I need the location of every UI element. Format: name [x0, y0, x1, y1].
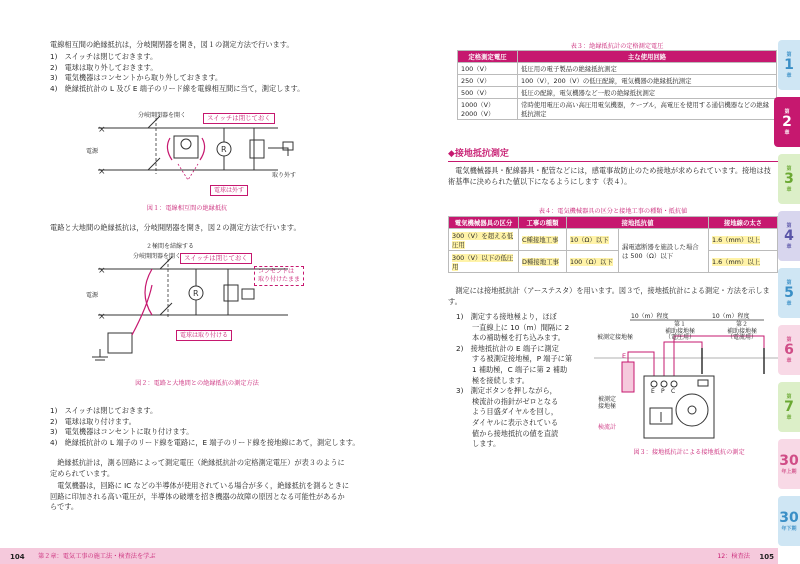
test-electrode-icon [622, 362, 634, 392]
step-item: 1 補助極，C 端子に第 2 補助 [472, 364, 568, 374]
table-3 [457, 50, 777, 120]
table-cell-text: 100（Ω）以下 [570, 258, 613, 266]
step-item: よう目盛ダイヤルを回し， [472, 407, 559, 417]
fig3-label-galvanometer: 検流計 [598, 424, 617, 431]
chapter-tab-suffix: 章 [786, 301, 792, 307]
switch-mark: × [98, 312, 106, 322]
left-paragraph-1: 絶縁抵抗計は，測る回路によって測定電圧（絶縁抵抗計の定格測定電圧）が表３のように定められています。 [50, 458, 345, 478]
fig3-label-test: 被測定接地極 [597, 334, 634, 341]
bind-wire [145, 269, 152, 315]
chapter-tab-suffix: 年上期 [781, 468, 797, 475]
chapter-tab-prefix: 第 [786, 166, 792, 172]
chapter-tab-number: 2 [782, 114, 792, 130]
table-header-row [449, 217, 778, 229]
step-item: 3) 電気機器はコンセントから取り外しておきます。 [50, 73, 223, 83]
bulb-r-glyph: R [221, 145, 227, 154]
step-item: します。 [472, 439, 501, 449]
steps-list-2 [50, 406, 360, 448]
fig2-label-outlet-line: コンセントは [258, 268, 295, 275]
left-intro-2: 電路と大地間の絶縁抵抗は，分岐開閉器を開き，図２の測定方法で行います。 [50, 223, 301, 232]
table-row [458, 75, 777, 87]
chapter-tab-number: 4 [784, 228, 794, 244]
button-icon [698, 380, 708, 386]
table-cell: 低圧の配線，電気機器など一般の絶縁抵抗測定 [518, 87, 777, 99]
chapter-tab-number: 30 [779, 452, 799, 469]
chapter-tab[interactable] [778, 439, 800, 489]
breaker-blade [148, 158, 160, 170]
table-4-caption: 表４：電気機械器具の区分と接地工事の種類・抵抗値 [538, 208, 688, 215]
bulb-r-glyph: R [193, 289, 199, 298]
step-item: 本の補助極を打ち込みます。 [472, 333, 565, 343]
fig3-dim-1: 10（m）程度 [631, 313, 669, 320]
step-text: 接地抵抗計の E 端子に測定 [470, 343, 559, 353]
step-item: 極を接続します。 [472, 375, 529, 385]
megger-icon [108, 333, 132, 353]
chapter-tab-number: 5 [784, 285, 794, 301]
left-intro: 電線相互間の絶縁抵抗は，分岐開閉器を開き，図１の測定方法で行います。 [50, 40, 294, 49]
table-cell [709, 251, 778, 273]
step-item: 2) 電球は取り付けます。 [50, 416, 136, 426]
table-header-cell: 接地抵抗値 [567, 217, 709, 229]
table-cell: 常時使用電圧の高い高圧用電気機器，ケーブル，高電圧を使用する通信機器などの絶縁抵抗測定 [518, 99, 777, 120]
chapter-tab[interactable] [778, 211, 800, 261]
fig3-label-aux2-line: 補助接地極 [727, 327, 758, 335]
fig3-label-aux1 [665, 322, 695, 342]
step-item: 3) 電気機器はコンセントに取り付けます。 [50, 427, 194, 437]
table-cell [519, 251, 567, 273]
step-item: 1) スイッチは閉じておきます。 [50, 52, 158, 61]
fig2-label-branch: 分岐開閉器を開く [133, 253, 182, 260]
fig3-label-aux1-line: 補助接地極 [665, 327, 696, 335]
chapter-tab-prefix: 第 [786, 280, 792, 286]
lead-wire [167, 138, 172, 160]
fig1-label-power: 電源 [86, 148, 99, 155]
figure-1-caption: 図１：電線相互間の絶縁抵抗 [146, 205, 228, 212]
chapter-tab-number: 30 [779, 509, 799, 526]
table-cell: 低圧用の電子製品の絶縁抵抗測定 [518, 63, 777, 75]
right-page-number: 105 [759, 553, 774, 561]
chapter-tab-suffix: 章 [786, 415, 792, 421]
chapter-tab[interactable] [778, 268, 800, 318]
step-item: 4) 絶縁抵抗計の L 及び E 端子のリード線を電線相互間に当て，測定します。 [50, 83, 305, 93]
lead-wire [200, 138, 205, 160]
table-cell [449, 251, 519, 273]
chapter-tab-suffix: 年下期 [781, 525, 797, 532]
breaker-blade [160, 303, 172, 315]
chapter-tab[interactable] [778, 325, 800, 375]
fig3-label-aux2-line: 第２ [736, 321, 749, 328]
fig3-dim-2: 10（m）程度 [712, 313, 750, 320]
step-item: ダイヤルに表示されている [472, 417, 559, 427]
step-item: 4) 絶縁抵抗計の L 端子のリード線を電路に，E 端子のリード線を接地線にあて，測定します。 [50, 437, 360, 447]
table-cell [709, 229, 778, 251]
step-item: 2) 電球は取り外しておきます。 [50, 62, 158, 72]
figure-2-caption: 図２：電路と大地間との絶縁抵抗の測定方法 [135, 380, 259, 387]
table-header-cell: 接地線の太さ [709, 217, 778, 229]
step-item [456, 386, 572, 397]
fig1-label-unplug: 取り外す [272, 172, 297, 179]
chapter-tab-suffix: 章 [786, 73, 792, 79]
fig3-terminal-c: C [671, 388, 676, 395]
megger-dial [181, 139, 191, 149]
step-number: 3) [456, 386, 464, 396]
step-number: 2) [456, 343, 464, 353]
table-row [458, 63, 777, 75]
pointer-line [178, 164, 198, 180]
chapter-tab-number: 1 [784, 57, 794, 73]
chapter-tab[interactable] [774, 97, 800, 147]
dial-knob [688, 406, 696, 414]
fig2-label-switch: スイッチは閉じておく [180, 253, 252, 264]
step-number: 1) [456, 312, 464, 321]
terminal-p [661, 381, 667, 387]
step-item: する被測定接地極，P 端子に第 [472, 354, 573, 364]
chapter-tab[interactable] [778, 496, 800, 546]
table-cell [449, 229, 519, 251]
switch-mark: × [98, 266, 106, 276]
chapter-tab-prefix: 第 [786, 223, 792, 229]
step-text: 測定ボタンを押しながら， [470, 386, 557, 396]
chapter-tab-number: 6 [784, 342, 794, 358]
table-header-cell: 電気機械器具の区分 [449, 217, 519, 229]
step-item: 値から接地抵抗の値を直読 [472, 428, 559, 438]
fig3-label-aux2 [727, 322, 757, 342]
outlet-icon [250, 140, 264, 158]
fig2-label-outlet-line: 取り付けたまま [258, 276, 301, 283]
table-3-caption: 表３：絶縁抵抗計の定格測定電圧 [570, 43, 664, 50]
step-item: 検流計の指針がゼロとなる [472, 396, 559, 406]
terminal-e [651, 381, 657, 387]
left-page-number: 104 [10, 553, 25, 561]
table-cell [519, 229, 567, 251]
table-cell-text: 300（V）を超える低圧用 [452, 231, 514, 249]
fig3-label-aux1-line: （電圧用） [665, 334, 696, 341]
table-header-cell: 工事の種類 [519, 217, 567, 229]
chapter-tab-prefix: 第 [784, 109, 790, 115]
table-cell-text: 300（V）以下の低圧用 [452, 253, 514, 271]
switch-mark: × [98, 167, 106, 177]
section-title: ◆接地抵抗測定 [448, 146, 778, 162]
chapter-tab-suffix: 章 [784, 130, 790, 136]
chapter-tab-number: 7 [784, 399, 794, 415]
step-item: 一直線上に 10（m）間隔に 2 [472, 322, 570, 332]
chapter-tab-number: 3 [784, 171, 794, 187]
fig3-label-aux1-line: 第１ [674, 321, 687, 328]
chapter-tab[interactable] [778, 382, 800, 432]
table-row [449, 251, 778, 273]
chapter-tab[interactable] [778, 154, 800, 204]
fig2-label-bulb: 電球は取り付ける [176, 330, 232, 341]
plug-icon [242, 289, 254, 299]
chapter-tab-prefix: 第 [786, 394, 792, 400]
table-cell: 100（V） [458, 63, 518, 75]
terminal-c [671, 381, 677, 387]
fig1-label-bulb: 電球は外す [210, 185, 248, 196]
table-cell-text: D種接地工事 [522, 258, 559, 266]
table-cell [567, 251, 619, 273]
fig3-terminal-p: P [661, 388, 665, 395]
outlet-icon [224, 285, 238, 301]
table-cell-note: 漏電遮断器を施設した場合は 500（Ω）以下 [619, 229, 709, 273]
table-row [449, 229, 778, 251]
chapter-tab[interactable] [778, 40, 800, 90]
switch-mark: × [98, 125, 106, 135]
fig1-label-branch: 分岐開閉器を開く [138, 112, 187, 119]
table-cell: 500（V） [458, 87, 518, 99]
table-4 [448, 216, 778, 273]
table-row [458, 99, 777, 120]
lead-c [674, 336, 764, 382]
plug-cord [268, 148, 288, 156]
step-item [456, 344, 572, 355]
table-cell: 100（V），200（V）の低圧配線，電気機器の絶縁抵抗測定 [518, 75, 777, 87]
table-header-cell: 主な使用回路 [518, 51, 777, 63]
chapter-tab-suffix: 章 [786, 187, 792, 193]
right-footer-section: 12：検査法 [717, 553, 750, 560]
fig3-label-under [598, 396, 616, 410]
table-cell: 1000（V） 2000（V） [458, 99, 518, 120]
step-item: 1) スイッチは閉じておきます。 [50, 406, 158, 415]
table-cell-text: C種接地工事 [522, 236, 559, 244]
table-cell: 250（V） [458, 75, 518, 87]
fig3-label-e: E [622, 352, 627, 360]
fig3-label-under-line: 接地極 [598, 403, 617, 410]
fig1-label-switch: スイッチは閉じておく [203, 113, 275, 124]
right-paragraph-2: 測定には接地抵抗計（アーステスタ）を用います。図３で，接地抵抗計による測定・方法を示します。 [448, 286, 770, 306]
steps-list-right [456, 312, 572, 450]
table-header-row [458, 51, 777, 63]
chapter-tab-suffix: 章 [786, 358, 792, 364]
fig2-label-power: 電源 [86, 292, 99, 299]
figure-3-caption: 図３：接地抵抗計による接地抵抗の測定 [633, 449, 745, 456]
step-item [456, 312, 572, 323]
fig2-label-bind: ２極間を結線する [146, 243, 195, 250]
table-row [458, 87, 777, 99]
table-header-cell: 定格測定電圧 [458, 51, 518, 63]
left-footer-chapter: 第２章：電気工事の施工法・検査法を学ぶ [38, 553, 156, 560]
table-cell-text: 1.6（mm）以上 [712, 236, 761, 244]
chapter-tab-prefix: 第 [786, 337, 792, 343]
figure-1-diagram [78, 108, 318, 198]
fig3-label-aux2-line: （電流用） [727, 334, 758, 341]
steps-list-1 [50, 52, 304, 94]
table-cell-text: 1.6（mm）以上 [712, 258, 761, 266]
left-paragraph-2: 電気機器は，回路に IC などの半導体が使用されている場合が多く，絶縁抵抗を測るときに回路に印加される高い電圧が，半導体の破壊を招き機器の故障の原因となる可能性があるからです。 [50, 481, 350, 512]
chapter-tab-suffix: 章 [786, 244, 792, 250]
table-cell [567, 229, 619, 251]
fig2-label-outlet [254, 266, 304, 286]
fig3-terminal-e: E [651, 388, 655, 395]
fig3-label-under-line: 被測定 [598, 396, 617, 403]
right-paragraph-1: 電気機械器具・配線器具・配管などには，感電事故防止のため接地が求められています。接地は技術基準に決められた値以下になるようにします（表４）。 [448, 166, 771, 186]
step-text: 測定する接地極より，ほぼ [470, 312, 557, 321]
table-cell-text: 10（Ω）以下 [570, 236, 609, 244]
chapter-tab-prefix: 第 [786, 52, 792, 58]
